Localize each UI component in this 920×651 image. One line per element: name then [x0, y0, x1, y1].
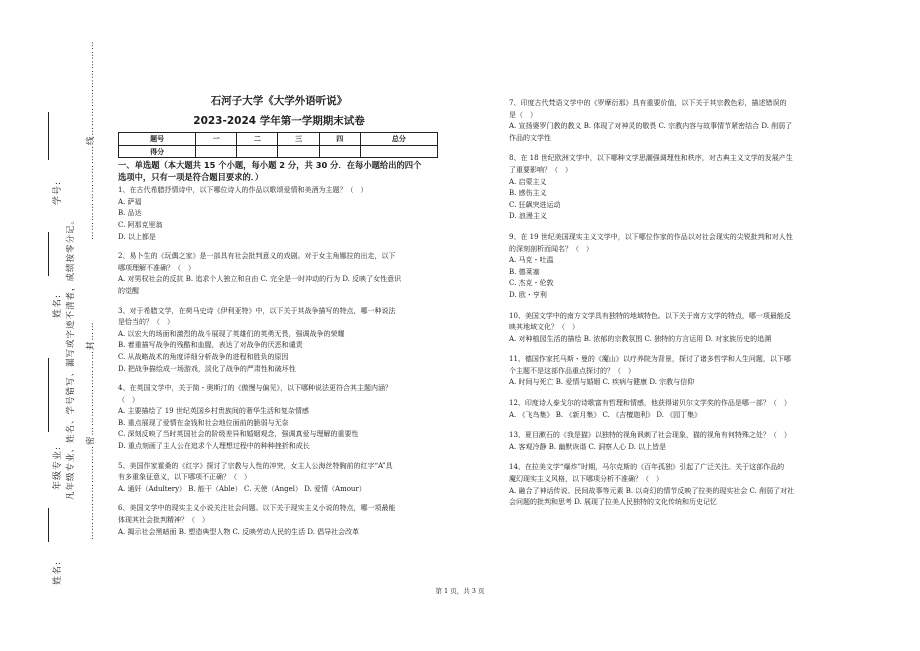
score-cell[interactable]	[278, 145, 319, 158]
answer-option[interactable]: B. 感伤主义	[509, 189, 547, 198]
score-cell: 一	[196, 133, 237, 146]
question-block	[118, 383, 440, 453]
question-stem: 8、在 18 世纪欧洲文学中，以下哪种文学思潮强调理性和秩序，对古典主义文学的发展产生	[509, 154, 793, 163]
score-cell: 四	[319, 133, 360, 146]
question-stem: 7、印度古代梵语文学中的《罗摩衍那》具有重要价值，以下关于其宗教色彩，描述错误的	[509, 99, 787, 107]
left-column	[118, 94, 440, 538]
question-block	[509, 153, 839, 223]
question-stem: 4、在英国文学中，关于简・奥斯汀的《傲慢与偏见》，以下哪种说法更符合其主题内涵？	[118, 384, 392, 393]
question-block	[118, 461, 440, 496]
score-cell: 三	[278, 133, 319, 146]
question-stem: 3、对于希腊文学，在荷马史诗《伊利亚特》中，以下关于其战争描写的特点，哪一种说法	[118, 306, 396, 315]
answer-options-line[interactable]: A. 客观冷静 B. 幽默诙谐 C. 洞察人心 D. 以上皆是	[509, 442, 667, 451]
name-line-2	[48, 508, 49, 542]
name-label-2: 姓名:	[53, 560, 63, 585]
question-block	[118, 185, 440, 243]
question-stem: 哪项理解不准确？（ ）	[118, 263, 195, 272]
question-block	[509, 462, 839, 508]
binding-notice: 凡年级专业、姓名、学号错写、漏写或字迹不清者，成绩按零分记。	[66, 214, 76, 500]
question-stem: 12、印度诗人泰戈尔的诗歌富有哲理和情感，他获得诺贝尔文学奖的作品是哪一部？（ ）	[509, 399, 791, 408]
answer-option[interactable]: D. 以上都是	[118, 232, 156, 241]
score-table-header-row	[119, 133, 438, 146]
question-stem: 1、在古代希腊抒情诗中，以下哪位诗人的作品以歌颂爱情和美酒为主题？（ ）	[118, 186, 368, 195]
answer-option[interactable]: B. 德莱塞	[509, 267, 540, 276]
answer-option[interactable]: D. 欧・亨利	[509, 290, 547, 299]
answer-option[interactable]: A. 马克・吐温	[509, 256, 554, 265]
score-cell: 总分	[360, 133, 437, 146]
question-block	[509, 398, 839, 421]
answer-option[interactable]: A. 启蒙主义	[509, 177, 547, 186]
student-id-line	[48, 112, 49, 160]
question-stem: 体现其社会批判精神？（ ）	[118, 516, 209, 525]
score-cell[interactable]	[237, 145, 278, 158]
score-table	[118, 132, 438, 158]
answer-option[interactable]: A. 以宏大的场面和激烈的战斗展现了英雄们的英勇无畏，强调战争的荣耀	[118, 329, 345, 338]
question-block	[118, 503, 440, 538]
answer-option[interactable]: D. 重点刻画了主人公在追求个人理想过程中的种种挫折和成长	[118, 442, 310, 451]
answer-option[interactable]: C. 狂飙突进运动	[509, 200, 561, 209]
question-block	[509, 430, 839, 453]
answer-options-line[interactable]: A. 时间与死亡 B. 爱情与婚姻 C. 疾病与健康 D. 宗教与信仰	[509, 378, 695, 387]
answer-options-line[interactable]: A. 揭示社会黑暗面 B. 塑造典型人物 C. 反映劳动人民的生活 D. 倡导社会改革	[118, 527, 360, 536]
question-block	[509, 311, 839, 346]
answer-options-line[interactable]: A. 对种植园生活的描绘 B. 浓郁的宗教氛围 C. 独特的方言运用 D. 对家族历史的追溯	[509, 334, 772, 343]
grade-major-label: 年级专业:	[53, 445, 63, 490]
question-stem: 了重要影响？（ ）	[509, 165, 572, 174]
answer-options-line[interactable]: 的觉醒	[118, 286, 139, 295]
answer-options-line[interactable]: A. 《飞鸟集》 B. 《新月集》 C. 《吉檀迦利》 D. 《园丁集》	[509, 410, 702, 419]
section-heading-line: 一、单选题（本大题共 15 个小题，每小题 2 分，共 30 分．在每小题给出的四个	[118, 160, 422, 171]
answer-option[interactable]: A. 萨福	[118, 197, 142, 206]
dotted-line-bottom: …………………………密………………………封……	[86, 321, 96, 540]
answer-option[interactable]: B. 品达	[118, 209, 142, 218]
question-stem: 有多重象征意义，以下哪项不正确？（ ）	[118, 473, 251, 482]
exam-subtitle: 2023-2024 学年第一学期期末试卷	[193, 115, 365, 127]
right-question-list	[509, 98, 839, 509]
question-stem: 2、易卜生的《玩偶之家》是一部具有社会批判意义的戏剧。对于女主角娜拉的出走，以下	[118, 252, 396, 261]
answer-option[interactable]: D. 把战争描绘成一场游戏，淡化了战争的严肃性和破坏性	[118, 364, 296, 373]
question-block	[118, 306, 440, 376]
question-stem: 10、美国文学中的南方文学具有独特的地域特色。以下关于南方文学的特点，哪一项最能反	[509, 311, 791, 320]
answer-options-line[interactable]: 作品的文学性	[509, 133, 551, 142]
question-stem: 是恰当的？（ ）	[118, 318, 174, 327]
answer-option[interactable]: B. 着重描写战争的残酷和血腥，表达了对战争的厌恶和谴责	[118, 341, 303, 350]
answer-option[interactable]: C. 深刻反映了当时英国社会的阶级差异和婚姻观念，强调真爱与理解的重要性	[118, 430, 359, 439]
grade-major-line	[48, 358, 49, 432]
left-question-list	[118, 185, 440, 538]
question-stem: （ ）	[118, 395, 139, 404]
answer-option[interactable]: B. 重点展现了爱情在金钱和社会地位面前的脆弱与无奈	[118, 418, 289, 427]
answer-options-line[interactable]: A. 通奸（Adultery） B. 能干（Able） C. 天使（Angel） D. 爱情（Amour）	[118, 484, 366, 493]
question-stem: 的深刻剖析而闻名？（ ）	[509, 244, 593, 253]
answer-options-line[interactable]: 会问题的批判和思考 D. 展现了拉美人民独特的文化传统和历史记忆	[509, 498, 718, 507]
score-table-score-row	[119, 145, 438, 158]
score-cell: 得分	[119, 145, 196, 158]
answer-option[interactable]: C. 杰克・伦敦	[509, 279, 554, 288]
section-heading	[118, 159, 440, 183]
right-column	[509, 98, 839, 509]
exam-title: 石河子大学《大学外语听说》	[210, 95, 348, 107]
question-stem: 11、德国作家托马斯・曼的《魔山》以疗养院为背景，探讨了诸多哲学和人生问题，以下哪	[509, 355, 791, 364]
answer-options-line[interactable]: A. 融合了神话传说、民间故事等元素 B. 以奇幻的情节反映了拉美的现实社会 C. 削弱了对社	[509, 486, 795, 495]
page-footer: 第 1 页，共 3 页	[435, 587, 485, 595]
question-stem: 是（ ）	[509, 110, 537, 119]
score-cell[interactable]	[196, 145, 237, 158]
question-stem: 5、美国作家霍桑的《红字》探讨了宗教与人性的冲突，女主人公海丝特胸前的红字“A”具	[118, 461, 393, 470]
question-block	[509, 354, 839, 389]
name-line	[48, 232, 49, 276]
question-block	[118, 251, 440, 297]
answer-options-line[interactable]: A. 宣扬婆罗门教的教义 B. 体现了对神灵的敬畏 C. 宗教内容与故事情节紧密结合 D. 削弱了	[509, 122, 793, 131]
question-block	[509, 232, 839, 302]
answer-option[interactable]: C. 阿那克里翁	[118, 220, 163, 229]
score-cell: 二	[237, 133, 278, 146]
answer-options-line[interactable]: A. 对男权社会的反抗 B. 追求个人独立和自由 C. 完全是一时冲动的行为 D. 反映了女性意识	[118, 275, 402, 284]
binding-margin	[0, 0, 112, 651]
question-stem: 14、在拉美文学“爆炸”时期，马尔克斯的《百年孤独》引起了广泛关注。关于这部作品的	[509, 463, 785, 472]
score-cell[interactable]	[360, 145, 437, 158]
question-stem: 个主题不是这部作品重点探讨的？（ ）	[509, 366, 635, 375]
question-stem: 6、美国文学中的现实主义小说关注社会问题。以下关于现实主义小说的特点，哪一项最能	[118, 504, 396, 513]
answer-option[interactable]: D. 浪漫主义	[509, 212, 547, 221]
question-stem: 魔幻现实主义风格，以下哪项分析不准确？（ ）	[509, 475, 663, 484]
name-label: 姓名:	[53, 293, 63, 318]
score-cell[interactable]	[319, 145, 360, 158]
question-block	[509, 98, 839, 144]
question-stem: 映其地域文化？（ ）	[509, 323, 579, 332]
answer-option[interactable]: C. 从战略战术的角度详细分析战争的进程和胜负的原因	[118, 352, 289, 361]
section-heading-line: 选项中，只有一项是符合题目要求的．）	[118, 172, 264, 183]
dotted-line-top: …………………………线…………………………	[86, 40, 96, 240]
score-cell: 题号	[119, 133, 196, 146]
question-stem: 9、在 19 世纪美国现实主义文学中，以下哪位作家的作品以对社会现实的尖锐批判和对人性	[509, 232, 793, 241]
student-id-label: 学号:	[53, 180, 63, 205]
answer-option[interactable]: A. 主要描绘了 19 世纪英国乡村贵族间的奢华生活和复杂情感	[118, 407, 309, 416]
question-stem: 13、夏目漱石的《我是猫》以独特的视角讽刺了社会现象，猫的视角有何特殊之处？（ ）	[509, 431, 791, 440]
